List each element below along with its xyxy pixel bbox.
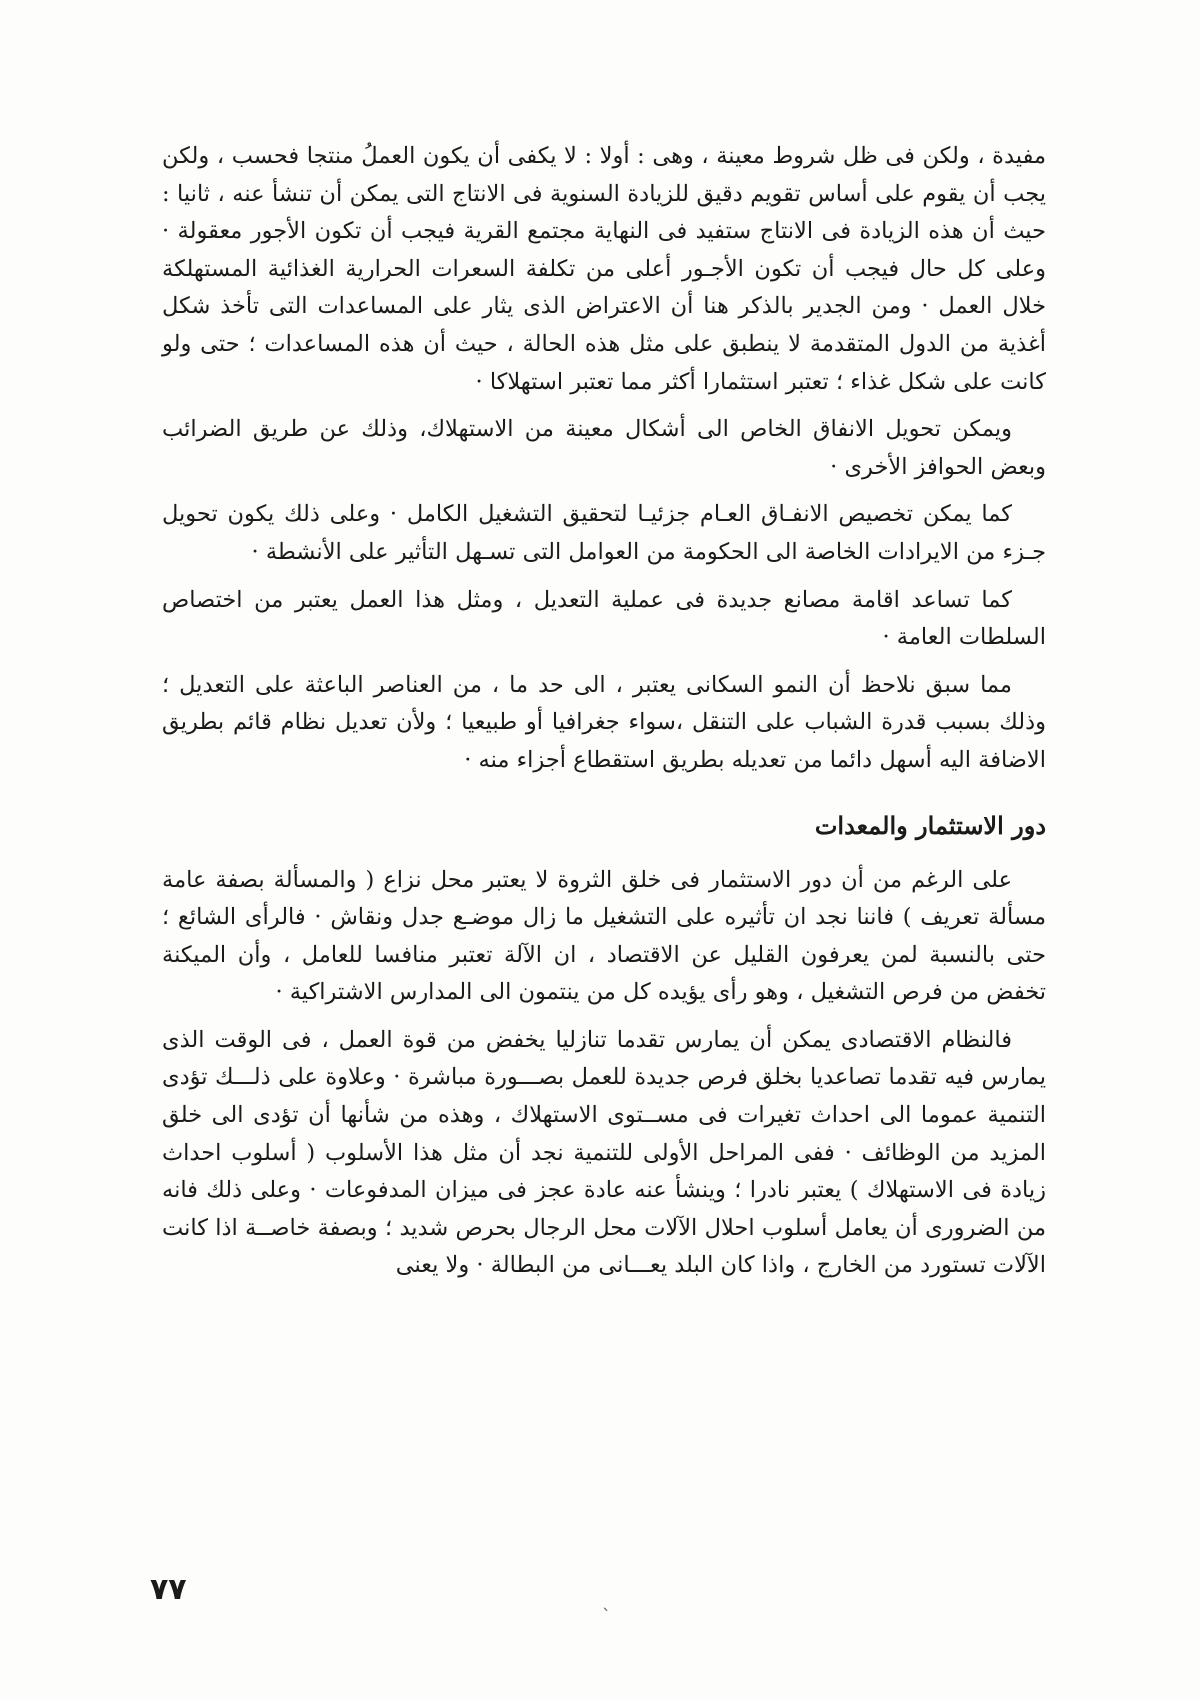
paragraph: ويمكن تحويل الانفاق الخاص الى أشكال معينة من الاستهلاك، وذلك عن طريق الضرائب وبعض الحوافز الأخرى · — [162, 416, 1046, 480]
paragraph: مما سبق نلاحظ أن النمو السكانى يعتبر ، الى حد ما ، من العناصر الباعثة على التعديل ؛ وذلك بسبب قدرة الشباب على التنقل ،سواء جغرافيا أو طبيعيا ؛ ولأن تعديل نظام قائم بطريق الاضافة اليه أسهل دائما من تعديله بطريق استقطاع أجزاء منه · — [162, 671, 1046, 773]
paragraph: على الرغم من أن دور الاستثمار فى خلق الثروة لا يعتبر محل نزاع ( والمسألة بصفة عامة مسألة تعريف ) فاننا نجد ان تأثيره على التشغيل ما زال موضـع جدل ونقاش · فالرأى الشائع ؛ حتى بالنسبة لمن يعرفون القليل عن الاقتصاد ، ان الآلة تعتبر منافسا للعامل ، وأن الميكنة تخفض من فرص التشغيل ، وهو رأى يؤيده كل من ينتمون الى المدارس الاشتراكية · — [162, 866, 1046, 1006]
page-number: ٧٧ — [150, 1572, 187, 1607]
paragraph: مفيدة ، ولكن فى ظل شروط معينة ، وهى : أولا : لا يكفى أن يكون العملُ منتجا فحسب ، ولكن يجب أن يقوم على أساس تقويم دقيق للزيادة السنوية فى الانتاج التى يمكن أن تنشأ عنه ، ثانيا : حيث أن هذه الزيادة فى الانتاج ستفيد فى النهاية مجتمع القرية فيجب أن تكون الأجور معقولة · وعلى كل حال فيجب أن تكون الأجـور أعلى من تكلفة السعرات الحرارية الغذائية المستهلكة خلال العمل · ومن الجدير بالذكر هنا أن الاعتراض الذى يثار على المساعدات التى تأخذ شكل أغذية من الدول المتقدمة لا ينطبق على مثل هذه الحالة ، حيث أن هذه المساعدات ؛ حتى ولو كانت على شكل غذاء ؛ تعتبر استثمارا أكثر مما تعتبر استهلاكا · — [162, 143, 1046, 395]
print-mark: ` — [602, 1606, 611, 1627]
section-heading: دور الاستثمار والمعدات — [814, 810, 1046, 840]
paragraph: كما تساعد اقامة مصانع جديدة فى عملية التعديل ، ومثل هذا العمل يعتبر من اختصاص السلطات العامة · — [162, 586, 1046, 651]
body-text — [162, 138, 1046, 1295]
paragraph: فالنظام الاقتصادى يمكن أن يمارس تقدما تنازليا يخفض من قوة العمل ، فى الوقت الذى يمارس فيه تقدما تصاعديا بخلق فرص جديدة للعمل بصـــورة مباشرة · وعلاوة على ذلـــك تؤدى التنمية عموما الى احداث تغيرات فى مســتوى الاستهلاك ، وهذه من شأنها أن تؤدى الى خلق المزيد من الوظائف · ففى المراحل الأولى للتنمية نجد أن مثل هذا الأسلوب ( أسلوب احداث زيادة فى الاستهلاك ) يعتبر نادرا ؛ وينشأ عنه عادة عجز فى ميزان المدفوعات · وعلى ذلك فانه من الضرورى أن يعامل أسلوب احلال الآلات محل الرجال بحرص شديد ؛ وبصفة خاصــة اذا كانت الآلات تستورد من الخارج ، واذا كان البلد يعـــانى من البطالة · ولا يعنى — [162, 1026, 1046, 1279]
paragraph: كما يمكن تخصيص الانفـاق العـام جزئيـا لتحقيق التشغيل الكامل · وعلى ذلك يكون تحويل جـزء من الايرادات الخاصة الى الحكومة من العوامل التى تسـهل التأثير على الأنشطة · — [162, 501, 1046, 565]
